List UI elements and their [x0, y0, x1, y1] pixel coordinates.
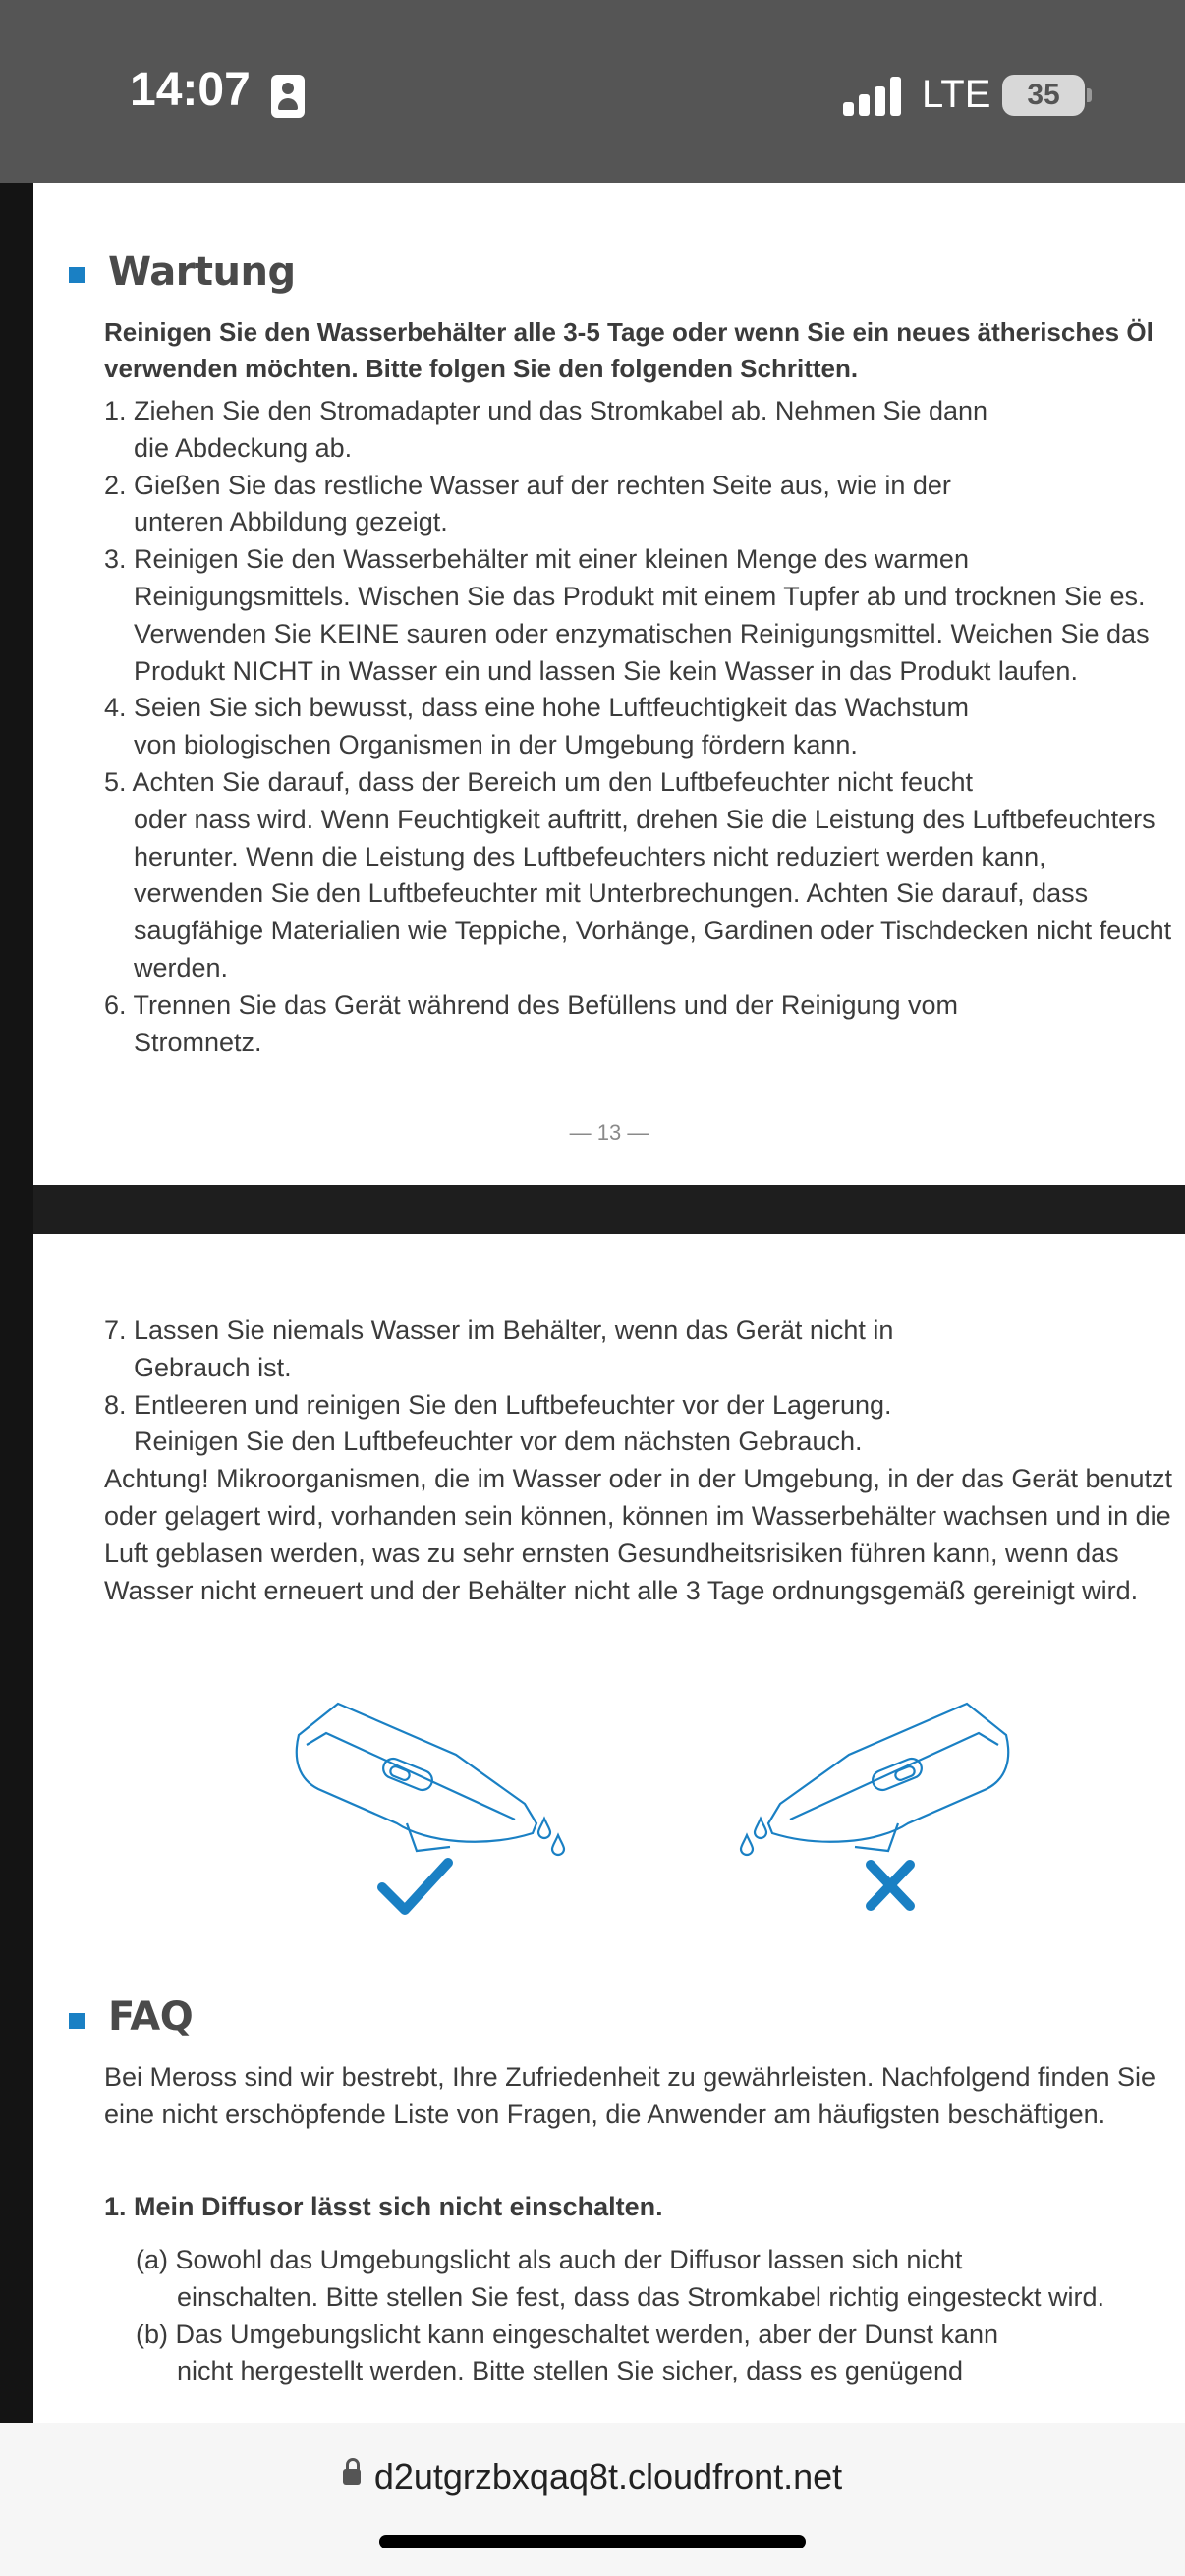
- id-badge-icon: [271, 75, 305, 118]
- step-item: 2. Gießen Sie das restliche Wasser auf der rechten Seite aus, wie in der unteren Abbildung gezeigt.: [104, 470, 951, 537]
- step-item: 4. Seien Sie sich bewusst, dass eine hohe Luftfeuchtigkeit das Wachstum von biologischen Organismen in der Umgebung fördern kann.: [104, 693, 969, 760]
- status-bar: [0, 0, 1185, 183]
- faq-answers: [136, 2242, 1175, 2390]
- battery-tip: [1087, 88, 1092, 102]
- lock-icon: [343, 2469, 361, 2485]
- page-gutter: [0, 183, 33, 2423]
- pour-direction-illustration: [279, 1676, 1026, 1941]
- section-title-faq: FAQ: [108, 1994, 194, 2040]
- section-bullet-icon: [69, 267, 85, 283]
- document-page-14: [33, 1234, 1185, 2423]
- step-item: 7. Lassen Sie niemals Wasser im Behälter, wenn das Gerät nicht in Gebrauch ist.: [104, 1316, 894, 1382]
- step-item: 1. Ziehen Sie den Stromadapter und das Stromkabel ab. Nehmen Sie dann die Abdeckung ab.: [104, 396, 988, 463]
- warning-text: Achtung! Mikroorganismen, die im Wasser oder in der Umgebung, in der das Gerät benutzt oder gelagert wird, vorhanden sein können, können im Wasserbehälter wachsen und in die Luft geblasen werden, was zu sehr ernsten Gesundheitsrisiken führen kann, wenn das Wasser nicht erneuert und der Behälter nicht alle 3 Tage ordnungsgemäß gereinigt wird.: [104, 1464, 1173, 1605]
- faq-answer-item: (b) Das Umgebungslicht kann eingeschaltet werden, aber der Dunst kann nicht hergestellt werden. Bitte stellen Sie sicher, dass es genügend: [136, 2319, 998, 2386]
- battery-icon: 35: [1002, 75, 1085, 116]
- step-item: 3. Reinigen Sie den Wasserbehälter mit einer kleinen Menge des warmen Reinigungsmittels. Wischen Sie das Produkt mit einem Tupfer ab und trocknen Sie es. Verwenden Sie KEINE sauren oder enzymatischen Reinigungsmittel. Weichen Sie das Produkt NICHT in Wasser ein und lassen Sie kein Wasser in das Produkt laufen.: [104, 544, 1150, 686]
- network-type: LTE: [922, 73, 991, 116]
- home-indicator[interactable]: [379, 2535, 806, 2548]
- browser-address-bar[interactable]: [0, 2423, 1185, 2576]
- step-item: 5. Achten Sie darauf, dass der Bereich um den Luftbefeuchter nicht feucht oder nass wird. Wenn Feuchtigkeit auftritt, drehen Sie die Leistung des Luftbefeuchters herunter. Wenn die Leistung des Luftbefeuchters nicht reduziert werden kann, verwenden Sie den Luftbefeuchter mit Unterbrechungen. Achten Sie darauf, dass saugfähige Materialien wie Teppiche, Vorhänge, Gardinen oder Tischdecken nicht feucht werden.: [104, 766, 1172, 982]
- document-page-13: [33, 183, 1185, 1185]
- maintenance-intro: Reinigen Sie den Wasserbehälter alle 3-5 Tage oder wenn Sie ein neues ätherisches Öl verwenden möchten. Bitte folgen Sie den folgenden Schritten.: [104, 317, 1154, 383]
- maintenance-steps-continued: [104, 1313, 1175, 1609]
- signal-icon: [843, 77, 904, 116]
- address-bar-url[interactable]: [0, 2456, 1185, 2497]
- step-item: 8. Entleeren und reinigen Sie den Luftbefeuchter vor der Lagerung. Reinigen Sie den Luftbefeuchter vor dem nächsten Gebrauch.: [104, 1389, 892, 1457]
- cross-icon: [871, 1865, 910, 1906]
- page-number: — 13 —: [569, 1120, 649, 1145]
- faq-intro: Bei Meross sind wir bestrebt, Ihre Zufriedenheit zu gewährleisten. Nachfolgend finden Sie eine nicht erschöpfende Liste von Fragen, die Anwender am häufigsten beschäftigen.: [104, 2062, 1157, 2129]
- faq-answer-item: (a) Sowohl das Umgebungslicht als auch der Diffusor lassen sich nicht einschalten. Bitte stellen Sie fest, dass das Stromkabel richtig eingesteckt wird.: [136, 2245, 1104, 2312]
- checkmark-icon: [382, 1863, 448, 1910]
- section-bullet-icon: [69, 2013, 85, 2029]
- step-item: 6. Trennen Sie das Gerät während des Befüllens und der Reinigung vom Stromnetz.: [104, 989, 959, 1057]
- faq-question-1: 1. Mein Diffusor lässt sich nicht einschalten.: [104, 2192, 663, 2221]
- section-title-wartung: Wartung: [108, 250, 296, 295]
- correct-pouring-figure: [297, 1704, 564, 1855]
- url-text: d2utgrzbxqaq8t.cloudfront.net: [373, 2456, 843, 2496]
- maintenance-steps: [104, 393, 1175, 1061]
- status-time: 14:07: [130, 64, 251, 116]
- incorrect-pouring-figure: [741, 1704, 1008, 1855]
